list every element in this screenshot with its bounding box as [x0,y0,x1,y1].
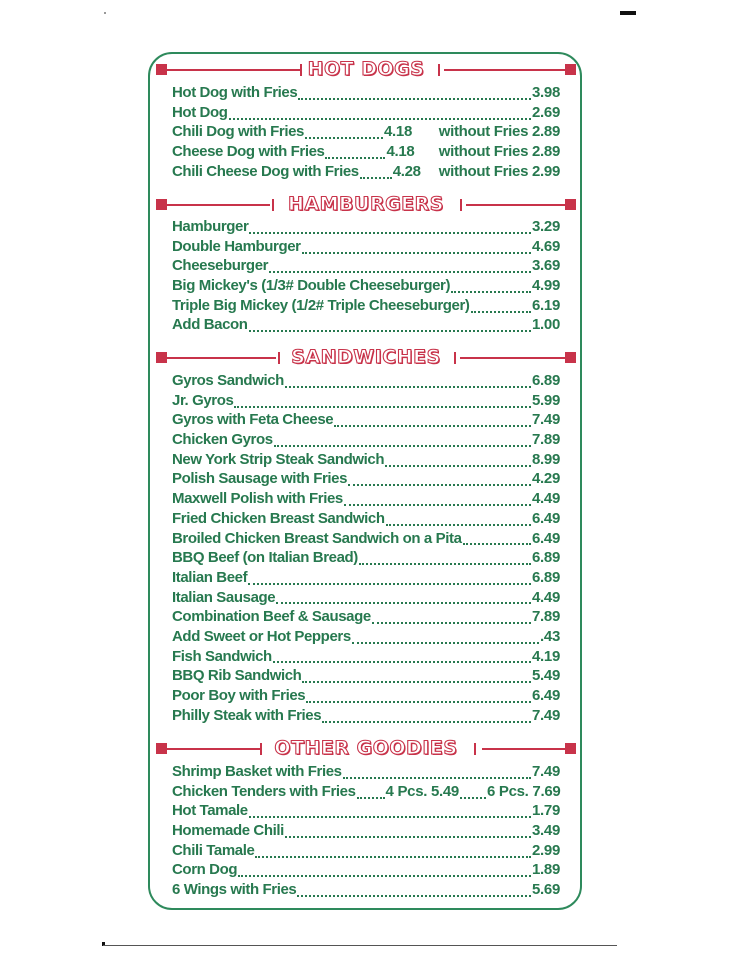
dot-leader [357,793,385,799]
item-price: 7.49 [532,763,560,780]
menu-item [172,237,560,257]
menu-item [172,296,560,316]
item-name: Big Mickey's (1/3# Double Cheeseburger) [172,277,451,295]
dot-leader [305,133,383,139]
menu-item [172,371,560,391]
item-price: 6.89 [532,372,560,389]
menu-item [172,686,560,706]
item-name: Polish Sausage with Fries [172,470,348,488]
dot-leader [274,441,531,447]
item-name: 6 Wings with Fries [172,881,297,899]
dot-leader [238,871,531,877]
menu-item [172,430,560,450]
menu-item [172,276,560,296]
menu-item [172,315,560,335]
dot-leader [471,307,531,313]
dot-leader [248,579,531,585]
menu-item [172,647,560,667]
item-price: 4.28 [392,162,421,180]
item-price: 5.69 [532,881,560,899]
item-name: Poor Boy with Fries [172,687,306,704]
dot-leader [385,461,531,467]
menu-item [172,782,560,802]
item-price: 5.49 [532,667,560,685]
item-name: Broiled Chicken Breast Sandwich on a Pita [172,529,462,547]
menu-item [172,529,560,549]
header-rule-right [482,748,568,750]
item-name: Add Sweet or Hot Peppers [172,627,351,645]
menu-item [172,217,560,237]
item-name: Gyros Sandwich [172,372,284,389]
dot-leader [386,520,531,526]
menu-item [172,162,560,182]
menu-item [172,391,560,411]
item-alt-price: 6 Pcs. 7.69 [486,782,561,800]
header-cap-right [565,199,576,210]
dot-leader [249,228,531,234]
menu-item [172,821,560,841]
item-name: Chicken Gyros [172,431,273,449]
header-cap-right [565,743,576,754]
dot-leader [451,287,531,293]
item-price: 1.00 [532,316,560,334]
dot-leader [229,114,531,120]
item-price: 3.29 [532,218,560,235]
item-name: Hot Dog with Fries [172,84,298,101]
menu-item [172,860,560,880]
item-name: Fish Sandwich [172,647,272,665]
item-name: Italian Sausage [172,588,276,606]
header-rule-right [444,69,568,71]
item-alt-price: without Fries 2.89 [438,143,560,161]
item-name: Gyros with Feta Cheese [172,411,334,429]
item-price: 8.99 [532,450,560,468]
item-name: Fried Chicken Breast Sandwich [172,509,385,527]
menu-item [172,509,560,529]
item-price: 6.19 [532,296,560,314]
other-goodies-list [172,762,560,900]
menu-item [172,410,560,430]
header-rule-right [466,204,568,206]
item-name: BBQ Beef (on Italian Bread) [172,549,358,567]
menu-item [172,489,560,509]
header-cap-right [565,64,576,75]
section-header-sandwiches [156,346,576,370]
section-header-hamburgers [156,193,576,217]
dot-leader [249,326,531,332]
item-price: 7.89 [532,431,560,449]
menu-item [172,256,560,276]
header-tick-right [454,352,456,364]
item-price: 4.19 [532,647,560,665]
item-name: Shrimp Basket with Fries [172,763,342,780]
item-price: 3.98 [532,84,560,101]
menu-item [172,841,560,861]
item-price: 4.99 [532,277,560,295]
header-tick-right [474,743,476,755]
item-name: Homemade Chili [172,822,284,840]
dot-leader [359,559,531,565]
dot-leader [302,248,531,254]
item-name: Corn Dog [172,861,238,879]
item-name: Double Hamburger [172,237,301,255]
menu-item [172,706,560,726]
sandwiches-list [172,371,560,725]
menu-item [172,880,560,900]
item-name: Hot Dog [172,103,228,121]
dot-leader [302,677,531,683]
menu-item [172,627,560,647]
dot-leader [460,793,486,799]
section-header-other-goodies [156,737,576,761]
dot-leader [348,480,531,486]
item-name: Maxwell Polish with Fries [172,490,343,508]
item-price: 4.49 [532,588,560,606]
dot-leader [234,402,531,408]
item-alt-price: without Fries 2.89 [438,123,560,141]
item-mid-price: 4 Pcs. 5.49 [385,782,459,800]
dot-leader [306,697,531,703]
item-price: 6.49 [532,509,560,527]
dot-leader [285,832,531,838]
item-alt-price: without Fries 2.99 [438,162,560,180]
dot-leader [285,382,531,388]
section-title: OTHER GOODIES [274,737,458,759]
scan-edge-line [103,945,617,946]
header-tick-right [438,64,440,76]
item-name: Combination Beef & Sausage [172,608,371,626]
item-name: Cheeseburger [172,257,269,275]
header-cap-right [565,352,576,363]
item-name: Triple Big Mickey (1/2# Triple Cheeseburger) [172,296,470,314]
item-price: 7.49 [532,411,560,429]
section-title: HOT DOGS [307,58,425,80]
item-name: Chicken Tenders with Fries [172,782,356,800]
item-price: 4.18 [384,123,413,141]
menu-item [172,450,560,470]
dot-leader [249,812,531,818]
menu-item [172,607,560,627]
item-price: 2.69 [532,103,560,121]
dot-leader [463,539,531,545]
item-name: New York Strip Steak Sandwich [172,450,385,468]
item-name: Hamburger [172,218,249,235]
dot-leader [269,267,531,273]
item-name: Philly Steak with Fries [172,706,322,724]
dot-leader [255,852,531,858]
item-name: Jr. Gyros [172,391,234,409]
item-price: 6.49 [532,687,560,704]
scan-mark [620,11,636,15]
item-price: 7.49 [532,706,560,724]
hot-dogs-list [172,83,560,181]
menu-item [172,103,560,123]
menu-item [172,666,560,686]
item-price: 6.89 [532,549,560,567]
item-name: Chili Tamale [172,841,255,859]
item-name: Chili Cheese Dog with Fries [172,162,359,180]
item-price: 5.99 [532,391,560,409]
item-price: 6.49 [532,529,560,547]
menu-item [172,568,560,588]
dot-leader [298,94,531,100]
dot-leader [344,500,531,506]
item-price: .43 [540,627,560,645]
section-title: HAMBURGERS [288,193,444,215]
item-price: 4.18 [386,143,415,161]
item-price: 3.49 [532,822,560,840]
menu-item [172,588,560,608]
header-tick-right [460,199,462,211]
item-name: Add Bacon [172,316,248,334]
item-price: 1.79 [532,802,560,820]
item-price: 2.99 [532,841,560,859]
item-name: Chili Dog with Fries [172,123,305,141]
dot-leader [273,657,531,663]
dot-leader [352,638,539,644]
item-price: 3.69 [532,257,560,275]
menu-item [172,142,560,162]
item-price: 1.89 [532,861,560,879]
dot-leader [343,773,531,779]
item-price: 4.29 [532,470,560,488]
menu-item [172,122,560,142]
item-name: Italian Beef [172,568,248,586]
menu-item [172,83,560,103]
dot-leader [325,153,385,159]
menu-item [172,762,560,782]
header-rule-right [460,357,568,359]
item-price: 6.89 [532,568,560,586]
dot-leader [276,598,531,604]
dot-leader [360,173,392,179]
dot-leader [297,891,531,897]
dot-leader [372,618,531,624]
dot-leader [334,421,531,427]
item-price: 4.49 [532,490,560,508]
menu-item [172,548,560,568]
item-price: 4.69 [532,237,560,255]
dot-leader [322,717,531,723]
hamburgers-list [172,217,560,335]
item-name: Cheese Dog with Fries [172,143,325,161]
section-header-hot-dogs [156,58,576,82]
section-title: SANDWICHES [291,346,441,368]
item-price: 7.89 [532,608,560,626]
menu-item [172,469,560,489]
scan-speck [104,12,106,14]
menu-item [172,801,560,821]
item-name: Hot Tamale [172,802,248,820]
item-name: BBQ Rib Sandwich [172,667,302,685]
